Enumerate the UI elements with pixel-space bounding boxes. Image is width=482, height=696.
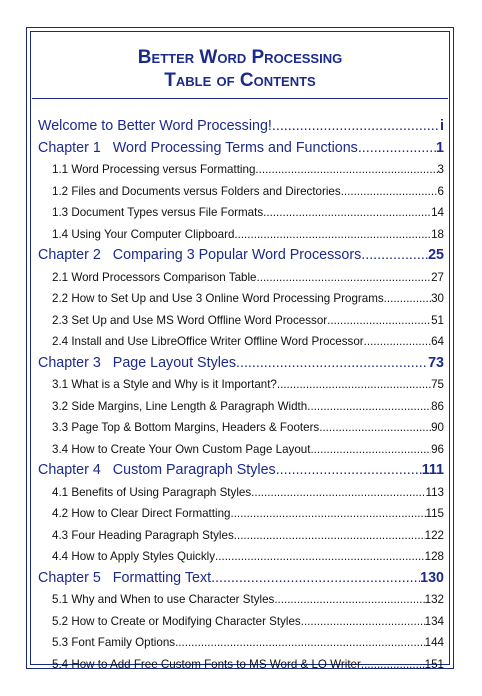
toc-entry-title: 2.4 Install and Use LibreOffice Writer Offline Word Processor: [52, 335, 364, 348]
toc-entry-title: Word Processing Terms and Functions: [112, 139, 358, 156]
toc-entry-label: [52, 288, 384, 310]
dot-leader: [272, 116, 440, 138]
toc-entry-label: [52, 611, 301, 633]
dot-leader: [255, 159, 437, 181]
toc-chapter-entry[interactable]: [38, 245, 444, 267]
toc-entry-label: [52, 632, 175, 654]
toc-entry-title: Custom Paragraph Styles: [112, 462, 276, 478]
chapter-number: Chapter 2: [38, 247, 101, 263]
page-number: 25: [428, 247, 444, 263]
page-number: 144: [424, 636, 444, 649]
toc-entry-title: 2.2 How to Set Up and Use 3 Online Word Processing Programs: [52, 292, 384, 305]
page-number: 27: [431, 270, 444, 284]
toc-section-entry[interactable]: [38, 482, 444, 504]
dot-leader: [358, 138, 436, 160]
toc-entry-title: Page Layout Styles: [112, 354, 236, 371]
toc-section-entry[interactable]: [38, 267, 444, 289]
dot-leader: [234, 525, 425, 547]
toc-entry-title: 3.4 How to Create Your Own Custom Page Layout: [52, 442, 311, 456]
page-number: 122: [424, 528, 444, 542]
toc-entry-label: [52, 546, 215, 568]
toc-entry-label: [52, 159, 255, 181]
toc-section-entry[interactable]: [38, 589, 444, 611]
toc-section-entry[interactable]: [38, 417, 444, 439]
page-number: 96: [431, 442, 444, 456]
dot-leader: [234, 224, 431, 246]
toc-section-entry[interactable]: [38, 654, 444, 676]
dot-leader: [236, 353, 428, 375]
page-number: 130: [420, 569, 444, 586]
dot-leader: [327, 310, 431, 332]
page-number: 151: [424, 657, 444, 671]
dot-leader: [230, 503, 425, 525]
toc-entry-title: 4.4 How to Apply Styles Quickly: [52, 550, 216, 563]
toc-entry-label: [52, 202, 263, 224]
page-number: 134: [424, 614, 444, 628]
dot-leader: [361, 654, 425, 676]
page-number: 113: [425, 485, 444, 499]
dot-leader: [364, 331, 431, 353]
dot-leader: [274, 589, 424, 611]
toc-entry-title: 5.4 How to Add Free Custom Fonts to MS Word & LO Writer: [52, 657, 361, 671]
toc-section-entry[interactable]: [38, 546, 444, 568]
toc-section-entry[interactable]: [38, 331, 444, 353]
toc-section-entry[interactable]: [38, 202, 444, 224]
dot-leader: [251, 482, 425, 504]
dot-leader: [211, 568, 420, 590]
toc-entry-title: 5.2 How to Create or Modifying Character Styles: [52, 614, 301, 628]
toc-entry-label: [52, 417, 319, 439]
toc-chapter-entry[interactable]: [38, 568, 444, 590]
toc-section-entry[interactable]: [38, 611, 444, 633]
chapter-number: Chapter 4: [38, 462, 101, 478]
toc-entry-label: [38, 353, 236, 375]
dot-leader: [277, 374, 431, 396]
page-number: 128: [424, 550, 444, 563]
toc-entry-title: 1.3 Document Types versus File Formats: [52, 206, 264, 219]
toc-entry-title: 3.1 What is a Style and Why is it Important?: [52, 378, 277, 391]
toc-entry-label: [52, 331, 364, 353]
dot-leader: [215, 546, 425, 568]
toc-entry-label: [52, 439, 310, 461]
toc-entry-title: 3.2 Side Margins, Line Length & Paragraph Width: [52, 399, 308, 413]
page-number: 64: [431, 335, 444, 348]
page-number: 14: [431, 206, 444, 219]
dot-leader: [307, 396, 431, 418]
table-of-contents: [38, 116, 444, 675]
toc-entry-title: 4.1 Benefits of Using Paragraph Styles: [52, 485, 252, 499]
toc-entry-label: [38, 245, 361, 267]
page-number: 86: [431, 399, 444, 413]
dot-leader: [361, 245, 428, 267]
page-number: 30: [431, 292, 444, 305]
toc-entry-title: 1.2 Files and Documents versus Folders and Directories: [52, 184, 341, 198]
title-divider: [32, 98, 448, 99]
toc-entry-label: [52, 224, 234, 246]
toc-entry-title: Comparing 3 Popular Word Processors: [112, 247, 362, 263]
toc-section-entry[interactable]: [38, 503, 444, 525]
toc-entry-title: Welcome to Better Word Processing!: [38, 118, 272, 134]
toc-section-entry[interactable]: [38, 632, 444, 654]
toc-entry-title: 4.3 Four Heading Paragraph Styles: [52, 528, 234, 542]
toc-entry-label: [38, 568, 211, 590]
toc-entry-label: [52, 181, 341, 203]
toc-entry-title: Formatting Text: [112, 569, 212, 586]
toc-entry-label: [52, 589, 274, 611]
chapter-number: Chapter 3: [38, 354, 101, 371]
toc-entry-label: [52, 654, 361, 676]
toc-entry-title: 5.3 Font Family Options: [52, 636, 176, 649]
toc-section-entry[interactable]: [38, 396, 444, 418]
toc-entry-label: [38, 116, 272, 138]
toc-entry-label: [52, 503, 230, 525]
toc-chapter-entry[interactable]: [38, 116, 444, 138]
toc-entry-label: [52, 525, 234, 547]
toc-entry-title: 1.1 Word Processing versus Formatting: [52, 163, 256, 176]
toc-section-entry[interactable]: [38, 181, 444, 203]
toc-entry-label: [52, 374, 277, 396]
toc-chapter-entry[interactable]: [38, 138, 444, 160]
toc-section-entry[interactable]: [38, 525, 444, 547]
toc-chapter-entry[interactable]: [38, 460, 444, 482]
page-number: 18: [431, 227, 444, 241]
dot-leader: [175, 632, 425, 654]
toc-entry-label: [52, 310, 327, 332]
page-number: 90: [431, 421, 444, 434]
chapter-number: Chapter 5: [38, 569, 101, 586]
page-number: 1: [436, 139, 444, 156]
toc-entry-title: 2.1 Word Processors Comparison Table: [52, 270, 257, 284]
toc-entry-label: [52, 396, 307, 418]
dot-leader: [257, 267, 432, 289]
dot-leader: [341, 181, 438, 203]
dot-leader: [319, 417, 431, 439]
page-number: 6: [437, 184, 444, 198]
dot-leader: [263, 202, 431, 224]
toc-entry-title: 5.1 Why and When to use Character Styles: [52, 593, 275, 606]
page-number: 115: [425, 507, 444, 520]
document-title: Better Word Processing: [137, 47, 343, 68]
page-number: 75: [431, 378, 444, 391]
toc-section-entry[interactable]: [38, 224, 444, 246]
dot-leader: [384, 288, 431, 310]
toc-entry-label: [52, 482, 251, 504]
toc-entry-label: [52, 267, 257, 289]
chapter-number: Chapter 1: [38, 139, 101, 156]
toc-entry-label: [38, 460, 276, 482]
page-number: 3: [437, 163, 444, 176]
toc-section-entry[interactable]: [38, 374, 444, 396]
dot-leader: [310, 439, 431, 461]
dot-leader: [301, 611, 425, 633]
toc-entry-title: 4.2 How to Clear Direct Formatting: [52, 507, 231, 520]
page-number: 73: [428, 354, 444, 371]
toc-entry-title: 3.3 Page Top & Bottom Margins, Headers & Footers: [52, 421, 320, 434]
toc-entry-title: 2.3 Set Up and Use MS Word Offline Word Processor: [52, 313, 328, 327]
page-number: i: [440, 118, 444, 134]
toc-entry-label: [38, 138, 358, 160]
page-number: 132: [424, 593, 444, 606]
toc-section-entry[interactable]: [38, 288, 444, 310]
toc-chapter-entry[interactable]: [38, 353, 444, 375]
page-number: 51: [431, 313, 444, 327]
toc-section-entry[interactable]: [38, 310, 444, 332]
dot-leader: [276, 460, 422, 482]
toc-section-entry[interactable]: [38, 439, 444, 461]
toc-entry-title: 1.4 Using Your Computer Clipboard: [52, 227, 235, 241]
document-subtitle: Table of Contents: [164, 70, 316, 91]
page-number: 111: [421, 462, 444, 478]
toc-section-entry[interactable]: [38, 159, 444, 181]
